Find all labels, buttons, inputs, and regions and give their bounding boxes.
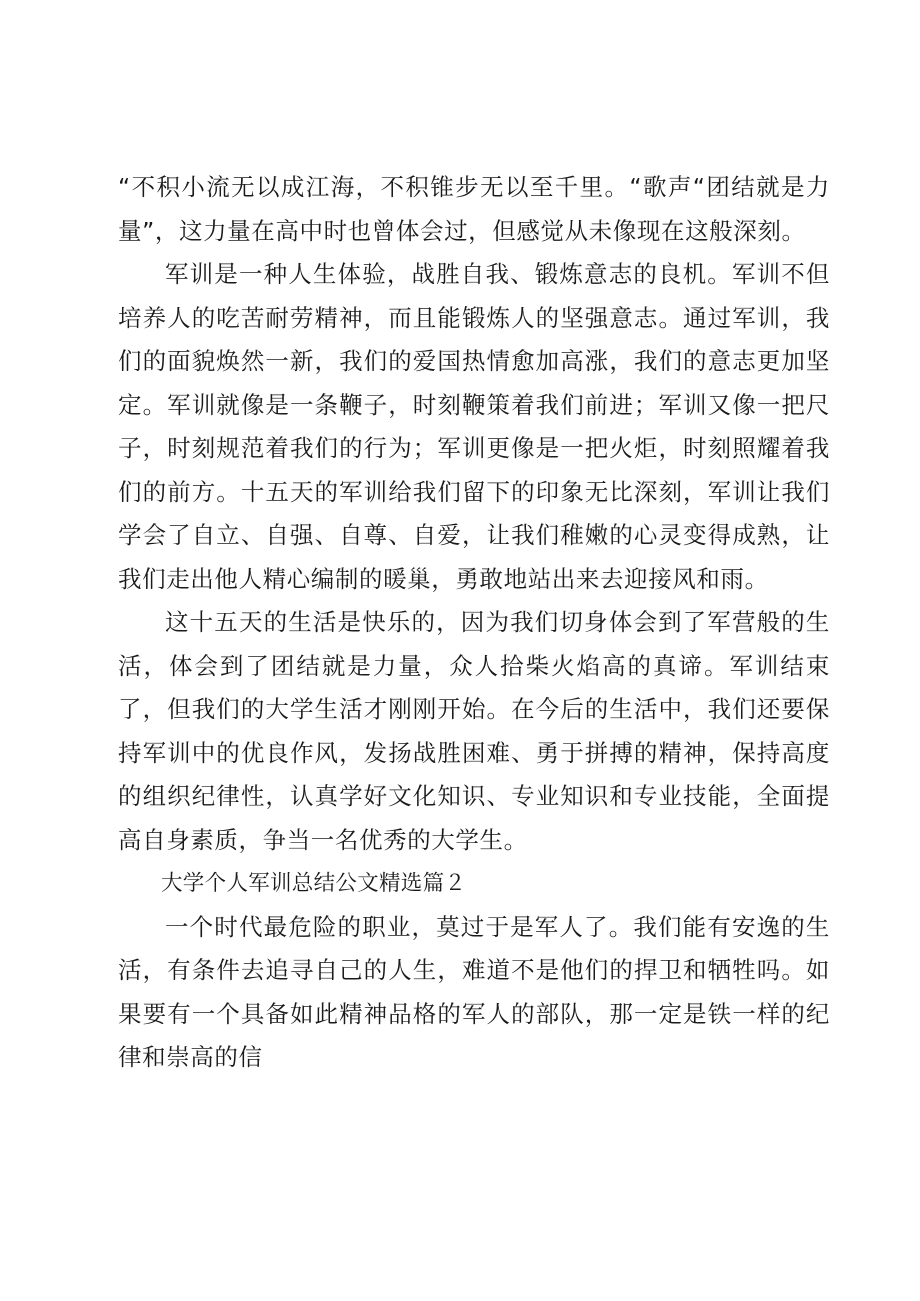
- document-body: [118, 166, 830, 1080]
- paragraph-4: 一个时代最危险的职业，莫过于是军人了。我们能有安逸的生活，有条件去追寻自己的人生，难道不是他们的捍卫和牺牲吗。如果要有一个具备如此精神品格的军人的部队，那一定是铁一样的纪律和崇高的信: [118, 912, 830, 1071]
- section-heading: 大学个人军训总结公文精选篇２: [161, 871, 467, 896]
- paragraph-1: “不积小流无以成江海，不积锥步无以至千里。“歌声“团结就是力量”，这力量在高中时也曾体会过，但感觉从未像现在这般深刻。: [118, 173, 830, 245]
- paragraph-2: 军训是一种人生体验，战胜自我、锻炼意志的良机。军训不但培养人的吃苦耐劳精神，而且能锻炼人的坚强意志。通过军训，我们的面貌焕然一新，我们的爱国热情愈加高涨，我们的意志更加坚定。军训就像是一条鞭子，时刻鞭策着我们前进；军训又像一把尺子，时刻规范着我们的行为；军训更像是一把火炬，时刻照耀着我们的前方。十五天的军训给我们留下的印象无比深刻，军训让我们学会了自立、自强、自尊、自爱，让我们稚嫩的心灵变得成熟，让我们走出他人精心编制的暖巢，勇敢地站出来去迎接风和雨。: [118, 260, 830, 593]
- paragraph-3: 这十五天的生活是快乐的，因为我们切身体会到了军营般的生活，体会到了团结就是力量，众人拾柴火焰高的真谛。军训结束了，但我们的大学生活才刚刚开始。在今后的生活中，我们还要保持军训中的优良作风，发扬战胜困难、勇于拼搏的精神，保持高度的组织纪律性，认真学好文化知识、专业知识和专业技能，全面提高自身素质，争当一名优秀的大学生。: [118, 608, 830, 854]
